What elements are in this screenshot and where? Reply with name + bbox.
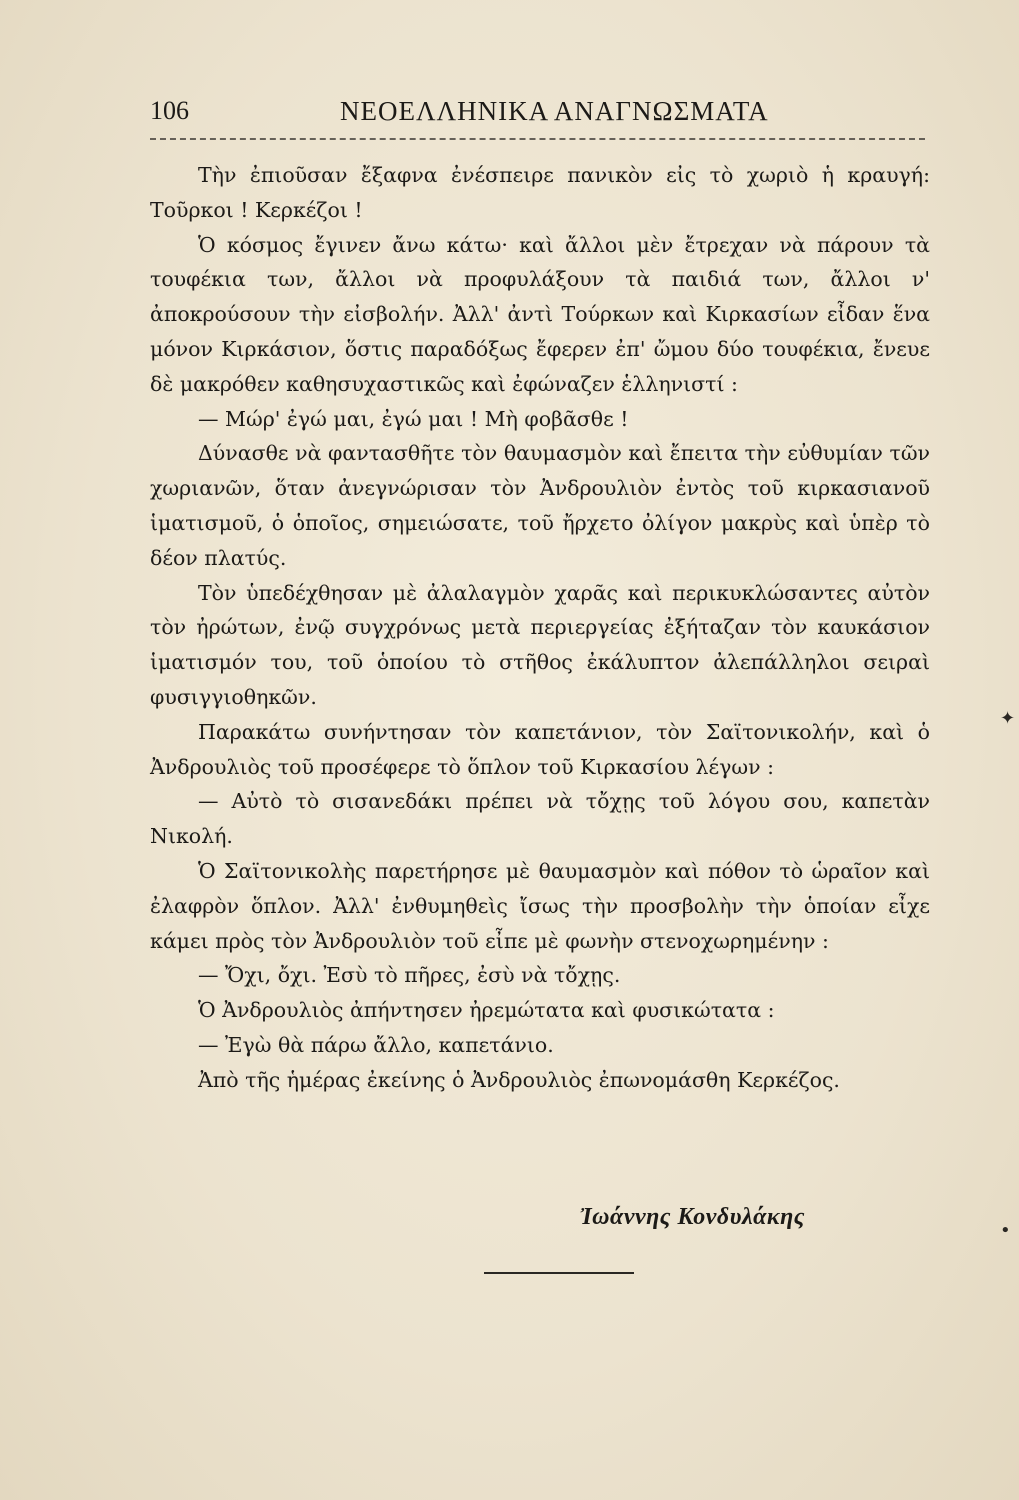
margin-mark-icon: ✦ [1000,708,1016,729]
dialogue-line: — Μώρ' ἐγώ μαι, ἐγώ μαι ! Μὴ φοβᾶσθε ! [198,406,629,431]
dialogue-line: — Ὄχι, ὄχι. Ἐσὺ τὸ πῆρες, ἐσὺ νὰ τὄχῃς. [198,963,621,988]
margin-mark-icon: • [1000,1220,1011,1241]
page-number: 106 [150,96,189,125]
paragraph: Ὁ Ἀνδρουλιὸς ἀπήντησεν ἠρεμώτατα καὶ φυσικώτατα : [198,998,775,1023]
paragraph: Δύνασθε νὰ φαντασθῆτε τὸν θαυμασμὸν καὶ ἔπειτα τὴν εὐθυμίαν τῶν χωριανῶν, ὅταν ἀνεγνώρισαν τὸν Ἀνδρουλιὸν ἐντὸς τοῦ κιρκασιανοῦ ἱματισμοῦ, ὁ ὁποῖος, σημειώσατε, τοῦ ἤρχετο ὀλίγον μακρὺς καὶ ὑπὲρ τὸ δέον πλατύς. [150,441,930,570]
paragraph: Ὁ Σαϊτονικολὴς παρετήρησε μὲ θαυμασμὸν καὶ πόθον τὸ ὡραῖον καὶ ἐλαφρὸν ὅπλον. Ἀλλ' ἐνθυμηθεὶς ἴσως τὴν προσβολὴν τὴν ὁποίαν εἶχε κάμει πρὸς τὸν Ἀνδρουλιὸν τοῦ εἶπε μὲ φωνὴν στενοχωρημένην : [150,858,930,953]
page-header [150,92,930,132]
end-divider [484,1272,634,1274]
paragraph: Ἀπὸ τῆς ἡμέρας ἐκείνης ὁ Ἀνδρουλιὸς ἐπωνομάσθη Κερκέζος. [198,1067,840,1092]
paragraph: Τὸν ὑπεδέχθησαν μὲ ἀλαλαγμὸν χαρᾶς καὶ περικυκλώσαντες αὐτὸν τὸν ἠρώτων, ἐνῷ συγχρόνως μετὰ περιεργείας ἐξήταζαν τὸν καυκάσιον ἱματισμόν του, τοῦ ὁποίου τὸ στῆθος ἐκάλυπτον ἀλεπάλληλοι σειραὶ φυσιγγιοθηκῶν. [150,580,930,709]
author-signature: Ἰωάννης Κονδυλάκης [580,1204,805,1230]
paragraph: Παρακάτω συνήντησαν τὸν καπετάνιον, τὸν Σαϊτονικολήν, καὶ ὁ Ἀνδρουλιὸς τοῦ προσέφερε τὸ ὅπλον τοῦ Κιρκασίου λέγων : [150,719,930,779]
paragraph: Τὴν ἐπιοῦσαν ἔξαφνα ἐνέσπειρε πανικὸν εἰς τὸ χωριὸ ἡ κραυγή: Τοῦρκοι ! Κερκέζοι ! [150,163,930,222]
body-text [150,158,930,1098]
paragraph: Ὁ κόσμος ἔγινεν ἄνω κάτω· καὶ ἄλλοι μὲν ἔτρεχαν νὰ πάρουν τὰ τουφέκια των, ἄλλοι νὰ προφυλάξουν τὰ παιδιά των, ἄλλοι ν' ἀποκρούσουν τὴν εἰσβολήν. Ἀλλ' ἀντὶ Τούρκων καὶ Κιρκασίων εἶδαν ἕνα μόνον Κιρκάσιον, ὅστις παραδόξως ἔφερεν ἐπ' ὤμου δύο τουφέκια, ἔνευε δὲ μακρόθεν καθησυχαστικῶς καὶ ἐφώναζεν ἑλληνιστί : [150,232,930,396]
dialogue-line: — Ἐγὼ θὰ πάρω ἄλλο, καπετάνιο. [198,1032,554,1057]
header-divider [150,138,925,140]
running-title: ΝΕΟΕΛΛΗΝΙΚΑ ΑΝΑΓΝΩΣΜΑΤΑ [340,96,769,126]
dialogue-line: — Αὐτὸ τὸ σισανεδάκι πρέπει νὰ τὄχῃς τοῦ λόγου σου, καπετὰν Νικολή. [150,789,930,849]
